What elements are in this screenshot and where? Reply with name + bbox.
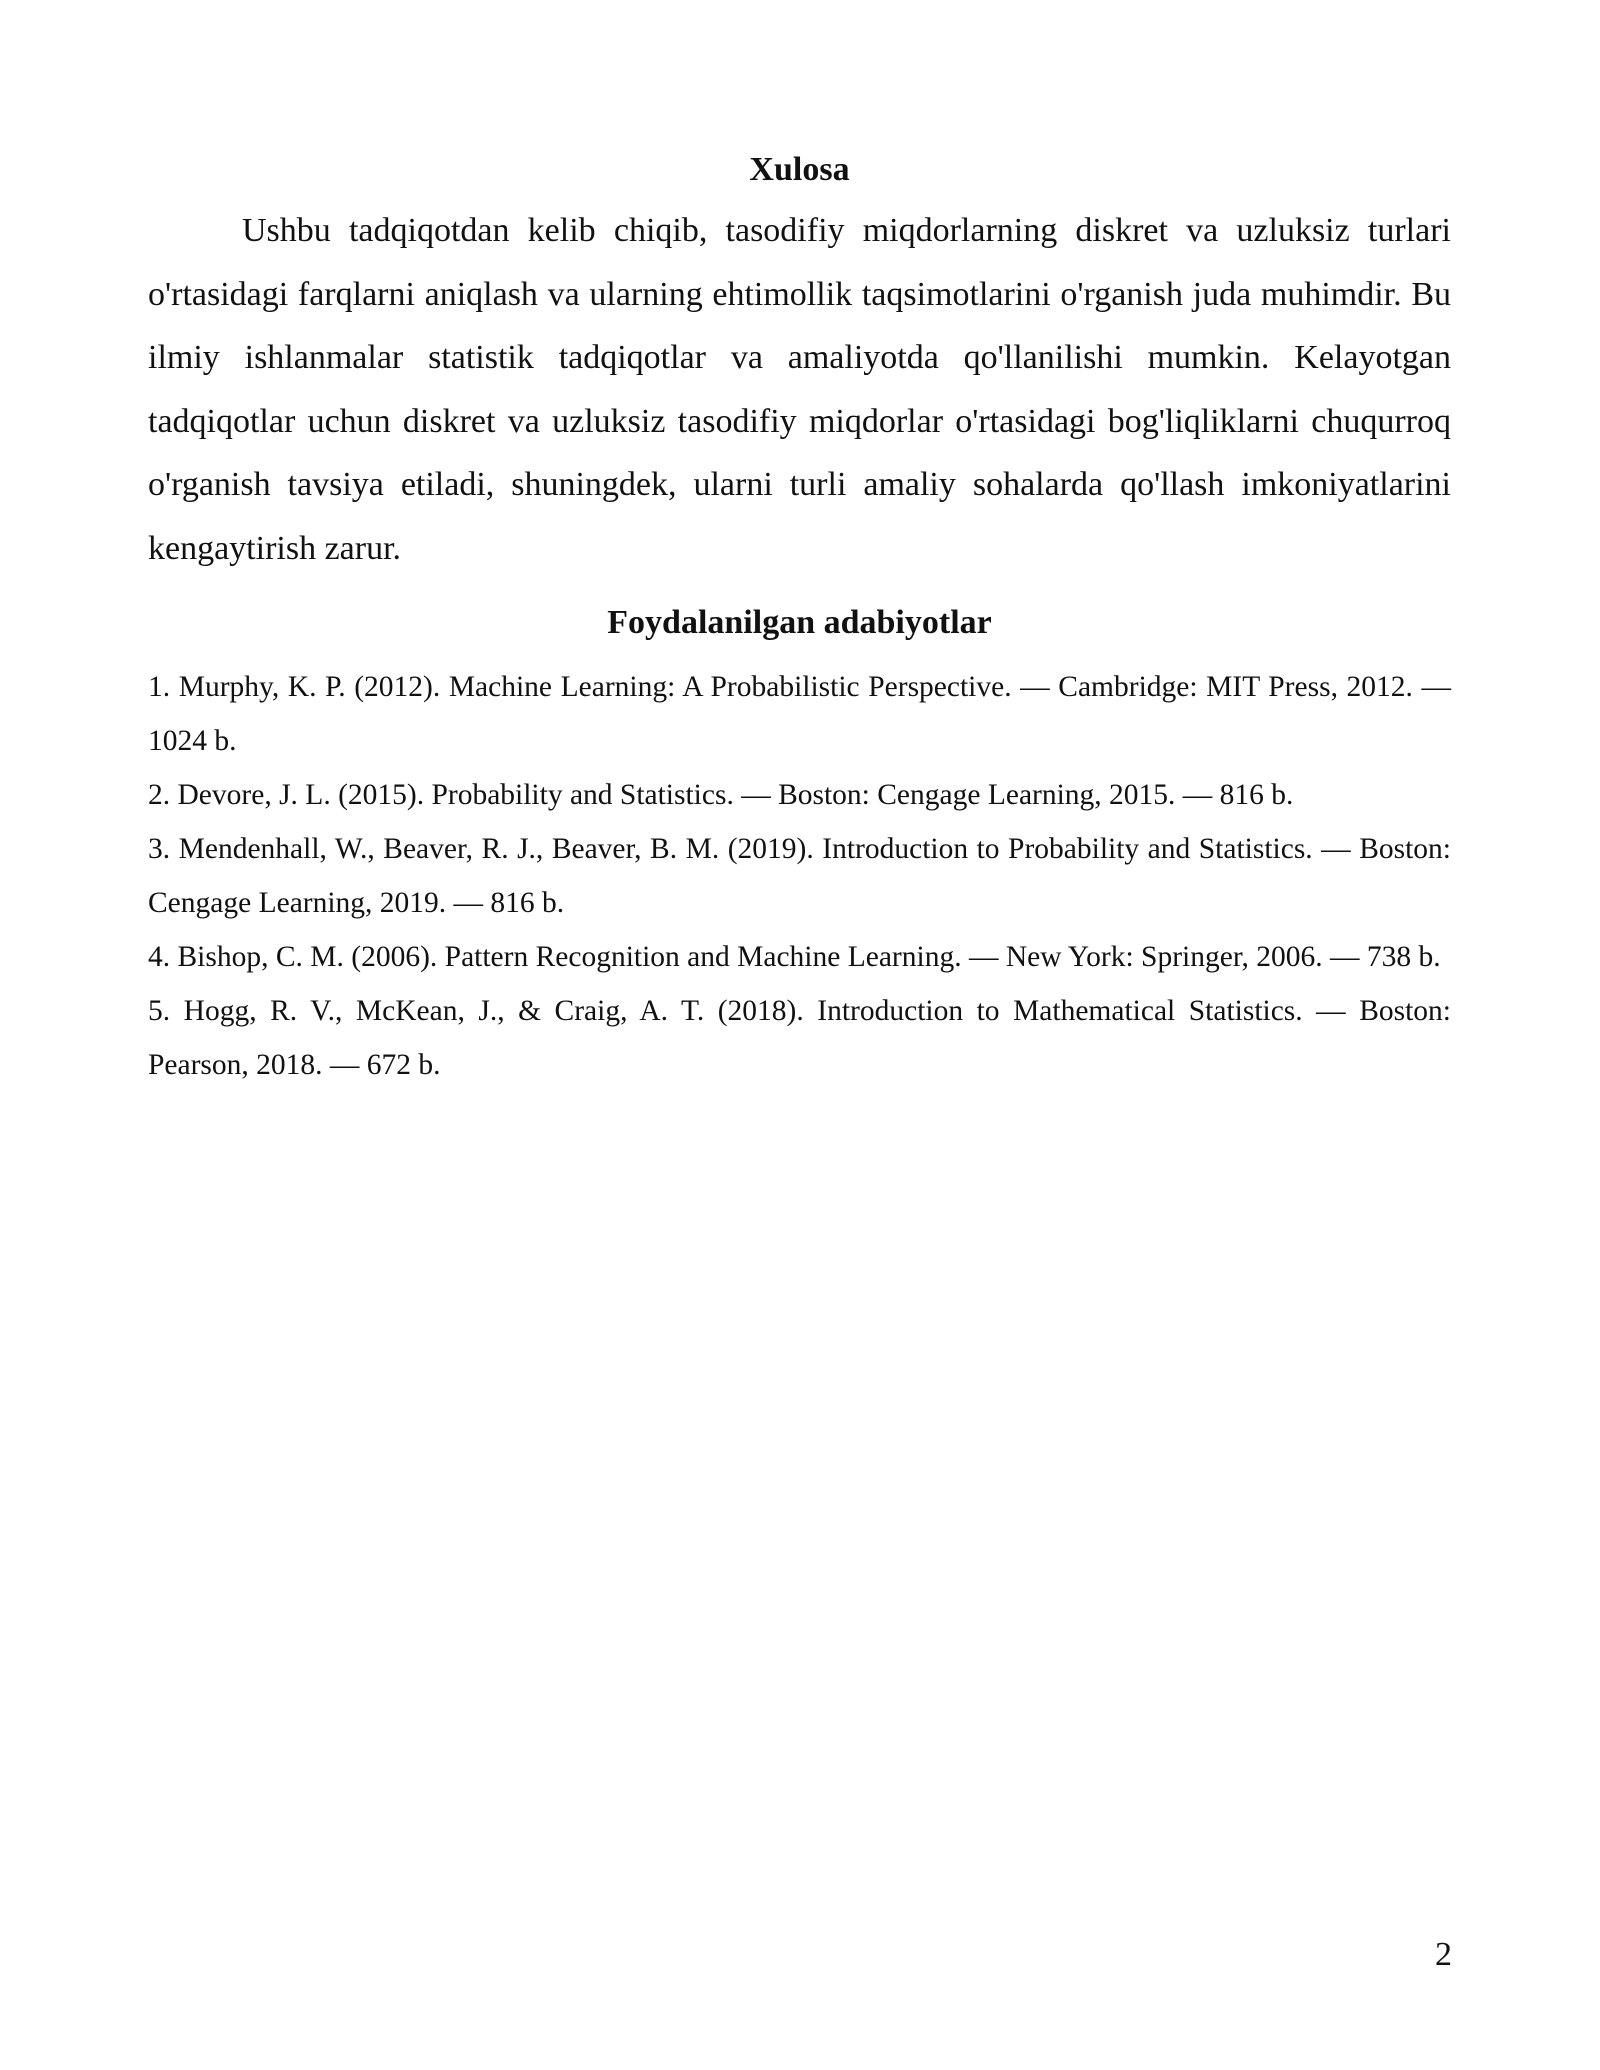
references-list (148, 660, 1451, 1092)
page-number: 2 (1435, 1936, 1452, 1973)
reference-item: 5. Hogg, R. V., McKean, J., & Craig, A. T. (2018). Introduction to Mathematical Statistics. — Boston: Pearson, 2018. — 672 b. (148, 995, 1451, 1081)
conclusion-paragraph: Ushbu tadqiqotdan kelib chiqib, tasodifiy miqdorlarning diskret va uzluksiz turlari o'rtasidagi farqlarni aniqlash va ularning ehtimollik taqsimotlarini o'rganish juda muhimdir. Bu ilmiy ishlanmalar statistik tadqiqotlar va amaliyotda qo'llanilishi mumkin. Kelayotgan tadqiqotlar uchun diskret va uzluksiz tasodifiy miqdorlar o'rtasidagi bog'liqliklarni chuqurroq o'rganish tavsiya etiladi, shuningdek, ularni turli amaliy sohalarda qo'llash imkoniyatlarini kengaytirish zarur. (148, 212, 1451, 567)
reference-item: 3. Mendenhall, W., Beaver, R. J., Beaver, B. M. (2019). Introduction to Probability and Statistics. — Boston: Cengage Learning, 2019. — 816 b. (148, 833, 1451, 919)
reference-item: 4. Bishop, C. M. (2006). Pattern Recognition and Machine Learning. — New York: Springer, 2006. — 738 b. (148, 941, 1441, 973)
conclusion-heading: Xulosa (749, 151, 850, 188)
page-content (148, 145, 1451, 1092)
reference-item: 1. Murphy, K. P. (2012). Machine Learning: A Probabilistic Perspective. — Cambridge: MIT Press, 2012. — 1024 b. (148, 671, 1451, 757)
references-heading: Foydalanilgan adabiyotlar (607, 604, 992, 641)
reference-item: 2. Devore, J. L. (2015). Probability and Statistics. — Boston: Cengage Learning, 2015. — 816 b. (148, 779, 1294, 811)
